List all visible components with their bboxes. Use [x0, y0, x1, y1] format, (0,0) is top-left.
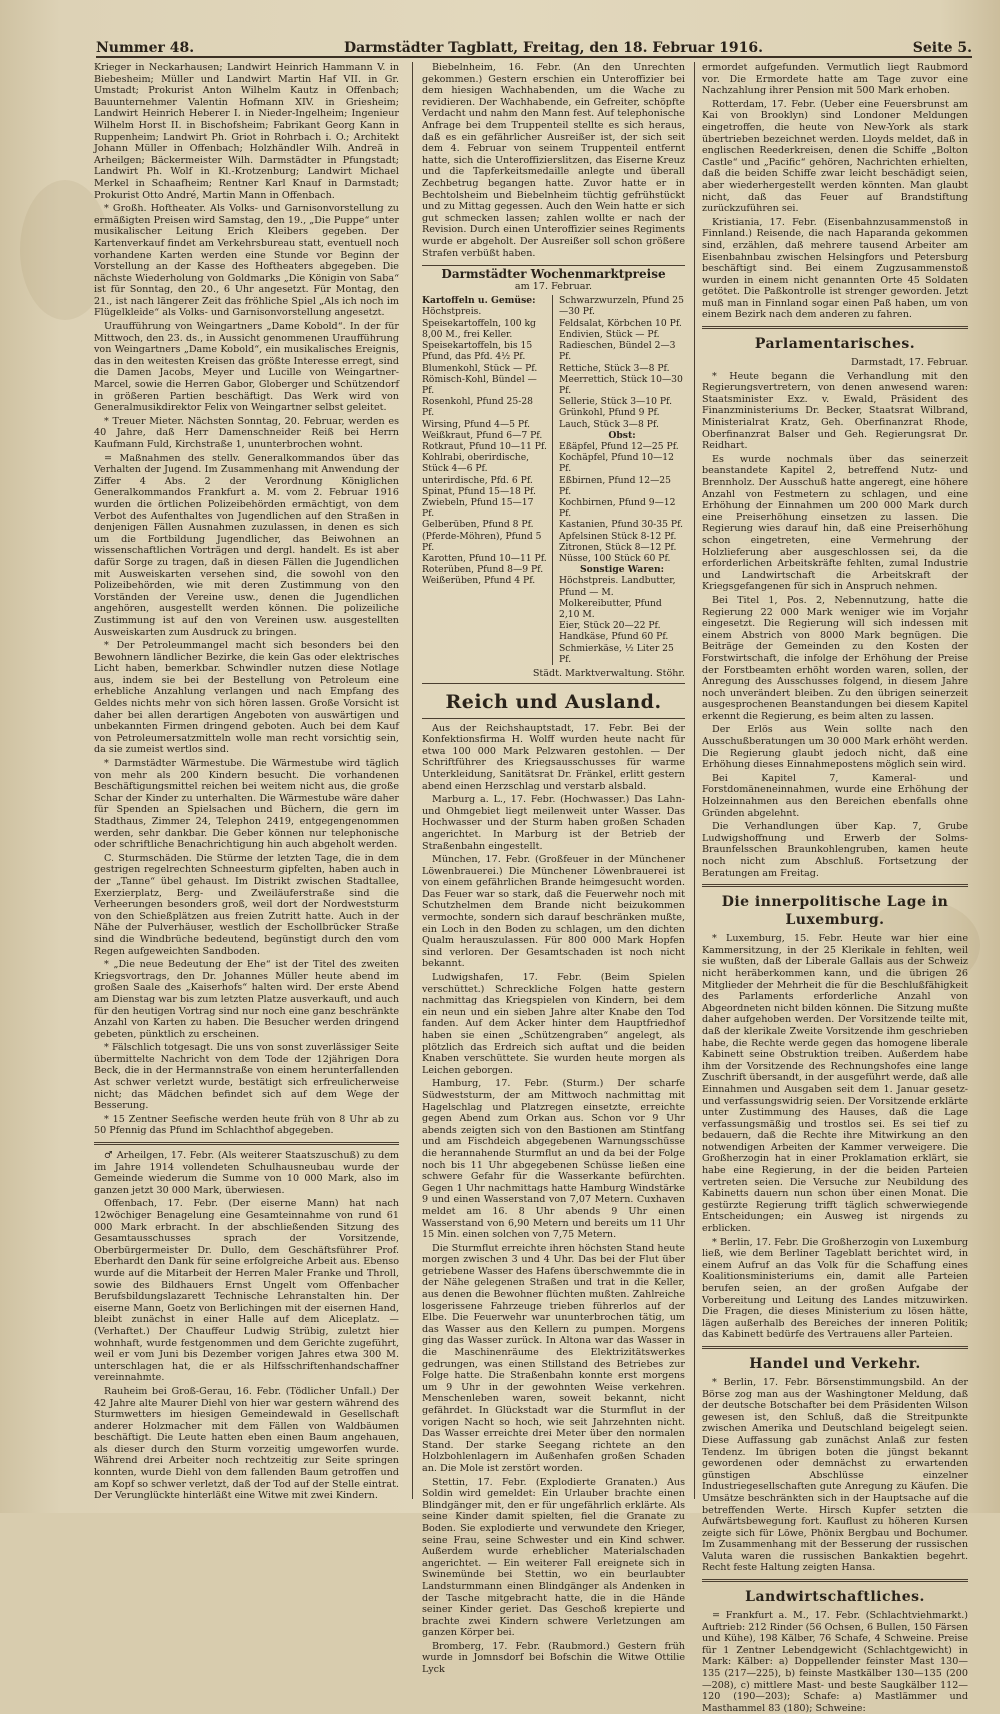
market-item: Kartoffeln u. Gemüse:	[422, 295, 536, 307]
market-item: Zitronen, Stück 8—12 Pf.	[559, 541, 677, 553]
section-divider	[702, 884, 968, 887]
market-item: Eier, Stück 20—22 Pf.	[559, 620, 661, 632]
article-paragraph: Die Verhandlungen über Kap. 7, Grube Ludwigshoffnung und Erwerb der Solms-Braunfelsschen Braunkohlengruben, kamen heute noch nicht zum Abschluß. Fortsetzung der Beratungen am Freitag.	[702, 821, 968, 879]
market-item: unterirdische, Pfd. 6 Pf.	[422, 474, 533, 486]
market-footer: Städt. Marktverwaltung. Stöhr.	[532, 667, 685, 679]
market-item: Höchstpreis. Landbutter, Pfund — M.	[559, 575, 676, 598]
market-item: Apfelsinen Stück 8-12 Pf.	[559, 530, 677, 542]
market-item: Weißkraut, Pfund 6—7 Pf.	[422, 429, 543, 441]
market-item: Spinat, Pfund 15—18 Pf.	[422, 485, 536, 497]
article-paragraph: * 15 Zentner Seefische werden heute früh von 8 Uhr ab zu 50 Pfennig das Pfund im Schlachthof abgegeben.	[94, 1113, 399, 1137]
market-item: Nüsse, 100 Stück 60 Pf.	[559, 552, 671, 564]
article-paragraph: Die Sturmflut erreichte ihren höchsten Stand heute morgen zwischen 3 und 4 Uhr. Das bei der Flut über getriebene Wasser des Hafens überschwemmte die in der Nähe gelegenen Straßen und trat in die Keller, aus denen die Bewohner flüchten mußten. Zahlreiche losgerissene Fahrzeuge trieben führerlos auf der Elbe. Die Feuerwehr war ununterbrochen tätig, um das Wasser aus den Kellern zu pumpen. Morgens ging das Wasser zurück. In Altona war das Wasser in die Maschinenräume des Elektrizitätswerkes gedrungen, was einen Stillstand des Betriebes zur Folge hatte. Die Straßenbahn konnte erst morgens um 9 Uhr in der gewohnten Weise verkehren. Menschenleben waren, soweit bekannt, nicht gefährdet. In Glückstadt war die Sturmflut in der vorigen Nacht so hoch, wie seit Jahrzehnten nicht. Das Wasser erreichte drei Meter über den normalen Stand. Der starke Seegang richtete an den Holzbohlenlagern im Außenhafen großen Schaden an. Die Mole ist zerstört worden.	[422, 1242, 685, 1474]
market-item: Wirsing, Pfund 4—5 Pf.	[422, 418, 531, 430]
article-paragraph: * Treuer Mieter. Nächsten Sonntag, 20. Februar, werden es 40 Jahre, daß Herr Damenschneider Reiß bei Herrn Kaufmann Fuld, Kirchstraße 1, ununterbrochen wohnt.	[94, 415, 399, 450]
article-paragraph: * „Die neue Bedeutung der Ehe“ ist der Titel des zweiten Kriegsvortrags, den Dr. Johannes Müller heute abend im großen Saale des „Kaiserhofs“ halten wird. Der erste Abend am Dienstag war bis zum letzten Platze ausverkauft, und auch für den heutigen Vortrag sind nur noch eine ganz beschränkte Anzahl von Karten zu haben. Die Besucher werden dringend gebeten, pünktlich zu erscheinen.	[94, 959, 399, 1040]
article-paragraph: * Fälschlich totgesagt. Die uns von sonst zuverlässiger Seite übermittelte Nachricht von dem Tode der 12jährigen Dora Beck, die in der Hermannstraße von einem herunterfallenden Ast schwer verletzt wurde, bestätigt sich erfreulicherweise nicht; das Mädchen befindet sich auf dem Wege der Besserung.	[94, 1042, 399, 1112]
page-number: Seite 5.	[912, 40, 972, 56]
article-paragraph: Rauheim bei Groß-Gerau, 16. Febr. (Tödlicher Unfall.) Der 42 Jahre alte Maurer Diehl von hier war gestern während des Sturmwetters im hiesigen Gemeindewald in Gesellschaft anderer Holzmacher mit dem Fällen von Waldbäumen beschäftigt. Die Leute hatten eben einen Baum angehauen, als dieser durch den Sturm vorzeitig umgeworfen wurde. Während drei Arbeiter noch rechtzeitig zur Seite springen konnten, wurde Diehl von dem fallenden Baum getroffen und am Kopf so schwer verletzt, daß der Tod auf der Stelle eintrat. Der Verunglückte hinterläßt eine Witwe mit zwei Kindern.	[94, 1385, 399, 1502]
section-divider	[702, 1579, 968, 1582]
article-paragraph: * Der Petroleummangel macht sich besonders bei den Bewohnern ländlicher Bezirke, die kein Gas oder elektrisches Licht haben, bemerkbar. Schwindler nutzen diese Notlage aus, indem sie bei der Bestellung von Petroleum eine erhebliche Anzahlung verlangen und nach Empfang des Geldes nichts mehr von sich hören lassen. Große Vorsicht ist daher bei allen derartigen Angeboten von auswärtigen und unbekannten Firmen dringend geboten. Auch bei dem Kauf von Petroleumersatzmitteln wolle man recht vorsichtig sein, da sie zumeist wertlos sind.	[94, 640, 399, 756]
market-item: Radieschen, Bündel 2—3 Pf.	[559, 340, 676, 363]
market-item: Molkereibutter, Pfund 2,10 M.	[559, 597, 662, 620]
market-item: Endivien, Stück — Pf.	[559, 328, 660, 340]
article-paragraph: * Darmstädter Wärmestube. Die Wärmestube wird täglich von mehr als 200 Kindern besucht. Die vorhandenen Beschäftigungsmittel reichen bei weitem nicht aus, die große Schar der Kinder zu unterhalten. Die Wärmestube wäre daher für Spenden an Spielsachen und Büchern, die gern im Stadthaus, Zimmer 24, Telephon 2419, entgegengenommen werden, sehr dankbar. Die Geber können nur telephonische oder schriftliche Benachrichtigung hin auch abgeholt werden.	[94, 758, 399, 851]
column-rule	[694, 62, 695, 1499]
market-item: Rettiche, Stück 3—8 Pf.	[559, 362, 670, 374]
market-item: Handkäse, Pfund 60 Pf.	[559, 631, 669, 643]
market-subheading: Obst:	[608, 429, 636, 441]
market-item: Karotten, Pfund 10—11 Pf.	[422, 552, 547, 564]
section-divider	[422, 718, 685, 719]
article-paragraph: Hamburg, 17. Febr. (Sturm.) Der scharfe Südweststurm, der am Mittwoch nachmittag mit Hagelschlag und Platzregen einsetzte, erreichte gegen Abend zum Orkan aus. Schon vor 9 Uhr abends zeigten sich von den Bastionen am Stintfang und am Fischdeich abgegebenen Warnungsschüsse die herannahende Sturmflut an und da bei der Folge noch bis 11 Uhr abgegebenen Schüsse ließen eine schwere Gefahr für die Wasserkante befürchten. Gegen 1 Uhr nachmittags hatte Hamburg Windstärke 9 und einen Wasserstand von 7,07 Metern. Cuxhaven meldet am 16. 8 Uhr abends 9 Uhr einen Wasserstand von 6,90 Metern und bereits um 11 Uhr 15 Min. einen solchen von 7,75 Metern.	[422, 1078, 685, 1241]
market-item: Römisch-Kohl, Bündel — Pf.	[422, 373, 537, 396]
column-3	[702, 62, 968, 1714]
article-paragraph: Kristiania, 17. Febr. (Eisenbahnzusammenstoß in Finnland.) Reisende, die nach Haparanda gekommen sind, erzählen, daß mehrere tausend Arbeiter am Eisenbahnbau zwischen Helsingfors und Petersburg beschäftigt sind. Bei einem Zugzusammenstoß wurden in einem nicht genannten Orte 45 Soldaten getötet. Die Paßkontrolle ist strenger geworden. Jetzt muß man in Finnland sogar einen Paß haben, um von einem Bezirk nach dem anderen zu fahren.	[702, 216, 968, 321]
issue-number: Nummer 48.	[96, 40, 195, 56]
column-1	[94, 62, 399, 1502]
market-item: Feldsalat, Körbchen 10 Pf.	[559, 317, 682, 329]
article-paragraph: * Berlin, 17. Febr. Die Großherzogin von Luxemburg ließ, wie dem Berliner Tageblatt berichtet wird, in einem Aufruf an das Volk für die Schaffung eines Koalitionsministeriums ein, damit alle Parteien berufen seien, an der großen Aufgabe der Vorbereitung und Leitung des Landes mitzuwirken. Die Fragen, die dieses Ministerium zu lösen hätte, lägen außerhalb des Bereiches der inneren Politik; das Kabinett bedürfe des Vertrauens aller Parteien.	[702, 1236, 968, 1341]
market-item: Schmierkäse, ½ Liter 25 Pf.	[559, 642, 674, 665]
article-paragraph: Uraufführung von Weingartners „Dame Kobold“. In der für Mittwoch, den 23. ds., in Aussicht genommenen Uraufführung von Weingartners „Dame Kobold“, ein musikalisches Ereignis, das in den weitesten Kreisen das größte Interesse erregt, sind die Damen Jacobs, Meyer und Lucille von Weingartner-Marcel, sowie die Herren Gabor, Globerger und Schützendorf in größeren Partien beschäftigt. Das Werk wird von Generalmusikdirektor Felix von Weingartner selbst geleitet.	[94, 321, 399, 414]
market-item: (Pferde-Möhren), Pfund 5 Pf.	[422, 530, 542, 553]
article-paragraph: Bei Kapitel 7, Kameral- und Forstdomäneneinnahmen, wurde eine Erhöhung der Holzeinnahmen aus den Bereichen ebenfalls ohne Gründen abgelehnt.	[702, 772, 968, 819]
article-paragraph: * Berlin, 17. Febr. Börsenstimmungsbild. An der Börse zog man aus der Washingtoner Meldung, daß der deutsche Botschafter bei dem Präsidenten Wilson gewesen ist, den Schluß, daß die Streitpunkte zwischen Amerika und Deutschland beigelegt seien. Diese Auffassung gab zunächst Anlaß zur festen Tendenz. Im übrigen boten die jüngst bekannt gewordenen oder demnächst zu erwartenden günstigen Abschlüsse einzelner Industriegesellschaften gute Anregung zu Käufen. Die Umsätze beschränkten sich in der Hauptsache auf die betreffenden Werte. Hirsch Kupfer setzten die Aufwärtsbewegung fort. Kauflust zu höheren Kursen zeigte sich für Löwe, Phönix Bergbau und Bochumer. Im Zusammenhang mit der Besserung der russischen Valuta waren die russischen Bankaktien begehrt. Recht feste Haltung zeigten Hansa.	[702, 1376, 968, 1574]
market-subheading: Sonstige Waren:	[579, 564, 665, 576]
market-item: Rosenkohl, Pfund 25-28 Pf.	[422, 396, 534, 419]
market-item: Sellerie, Stück 3—10 Pf.	[559, 396, 673, 408]
article-paragraph: Der Erlös aus Wein sollte nach den Ausschußberatungen um 30 000 Mark erhöht werden. Die Regierung glaubt jedoch nicht, daß eine Erhöhung dieses Einnahmepostens möglich sein wird.	[702, 724, 968, 771]
article-paragraph: ermordet aufgefunden. Vermutlich liegt Raubmord vor. Die Ermordete hatte am Tage zuvor eine Nachzahlung ihrer Pension mit 500 Mark erhoben.	[702, 62, 968, 97]
article-paragraph: = Frankfurt a. M., 17. Febr. (Schlachtviehmarkt.) Auftrieb: 212 Rinder (56 Ochsen, 6 Bullen, 150 Färsen und Kühe), 198 Kälber, 76 Schafe, 4 Schweine. Preise für 1 Zentner Lebendgewicht (Schlachtgewicht) in Mark: Kälber: a) Doppellender feinster Mast 130—135 (217—225), b) feinste Mastkälber 130—135 (200—208), c) mittlere Mast- und beste Saugkälber 112—120 (190—203); Schafe: a) Mastlämmer und Masthammel 83 (180); Schweine:	[702, 1610, 968, 1714]
market-item: Gelberüben, Pfund 8 Pf.	[422, 519, 534, 531]
section-title-luxemburg: Die innerpolitische Lage in Luxemburg.	[721, 894, 949, 929]
market-item: Zwiebeln, Pfund 15—17 Pf.	[422, 496, 534, 520]
market-item: Rotkraut, Pfund 10—11 Pf.	[422, 440, 547, 452]
market-item: Kohlrabi, oberirdische, Stück 4—6 Pf.	[422, 452, 530, 475]
market-item: Speisekartoffeln, bis 15 Pfund, das Pfd. 4½ Pf.	[422, 340, 533, 363]
article-paragraph: Bei Titel 1, Pos. 2, Nebennutzung, hatte die Regierung 22 000 Mark weniger wie im Vorjahr eingesetzt. Die Regierung will sich indessen mit einem Abstrich von 8000 Mark begnügen. Die Beiträge der Gemeinden zu den Kosten der Forstwirtschaft, die infolge der Erhöhung der Preise der Forstbeamten erhöht worden waren, sollen, der Anregung des Ausschusses folgend, in diesem Jahre noch unverändert bleiben. Zu den übrigen seinerzeit ausgesprochenen Beanstandungen bei diesem Kapitel erkennt die Regierung, es beim alten zu lassen.	[702, 594, 968, 722]
article-paragraph: Rotterdam, 17. Febr. (Ueber eine Feuersbrunst am Kai von Brooklyn) sind Londoner Meldungen eingetroffen, die heute von New-York als stark übertrieben bezeichnet werden. Lloyds meldet, daß in englischen Reederkreisen, denen die Schiffe „Bolton Castle“ und „Pacific“ gehören, Nachrichten erhielten, daß die beiden Schiffe zwar leicht beschädigt seien, aber wiederhergestellt werden könnten. Man glaubt nicht, daß das Feuer auf Brandstiftung zurückzuführen sei.	[702, 98, 968, 215]
article-paragraph: Es wurde nochmals über das seinerzeit beanstandete Kapitel 2, betreffend Nutz- und Brennholz. Der Ausschuß hatte angeregt, eine höhere Anzahl von Festmetern zu schlagen, und eine Erhöhung der Einnahmen um 200 000 Mark durch eine Preiserhöhung einsetzen zu lassen. Die Regierung wies darauf hin, daß eine Preiserhöhung schon eingetreten, eine Vermehrung der Holzlieferung aber ausgeschlossen sei, da die erforderlichen Arbeitskräfte fehlten, zumal Industrie und Landwirtschaft die Arbeitskraft der Kriegsgefangenen für sich in Anspruch nehmen.	[702, 453, 968, 593]
article-paragraph: * Großh. Hoftheater. Als Volks- und Garnisonvorstellung zu ermäßigten Preisen wird Samstag, den 19., „Die Puppe“ unter musikalischer Leitung Erich Kleibers gegeben. Der Kartenverkauf findet am Verkehrsbureau statt, eventuell noch vorhandene Karten werden eine Stunde vor Beginn der Vorstellung an der Kasse des Hoftheaters abgegeben. Die nächste Wiederholung von Goldmarks „Die Königin von Saba“ ist für Sonntag, den 20., 6 Uhr angesetzt. Für Montag, den 21., ist nach längerer Zeit das fröhliche Spiel „Als ich noch im Flügelkleide“ als Volks- und Garnisonvorstellung angesetzt.	[94, 203, 399, 319]
section-title-reich: Reich und Ausland.	[445, 690, 662, 713]
section-title-landwirtschaft: Landwirtschaftliches.	[745, 1589, 925, 1606]
article-paragraph: Biebelnheim, 16. Febr. (An den Unrechten gekommen.) Gestern erschien ein Unteroffizier bei dem hiesigen Wachhabenden, um die Wache zu revidieren. Der Wachhabende, ein Gefreiter, schöpfte Verdacht und nahm den Mann fest. Auf telephonische Anfrage bei dem Truppenteil stellte es sich heraus, daß es ein gefährlicher Ausreißer ist, der sich seit dem 4. Februar von seinem Truppenteil entfernt hatte, sich die Unteroffizierslitzen, das Eiserne Kreuz und die Tapferkeitsmedaille anlegte und überall Zechbetrug begangen hatte. Zuvor hatte er in Bechtolsheim und Biebelnheim tüchtig gefrühstückt und zu Mittag gegessen. Auch den Wein hatte er sich gut schmecken lassen; zahlen wollte er nach der Revision. Durch einen Unteroffizier seines Regiments wurde er abgeholt. Der Ausreißer soll schon größere Strafen verbüßt haben.	[422, 62, 685, 259]
article-paragraph: * Heute begann die Verhandlung mit den Regierungsvertretern, von denen anwesend waren: Staatsminister Exz. v. Ewald, Präsident des Finanzministeriums Dr. Becker, Staatsrat Wilbrand, Ministerialrat Kratz, Geh. Oberfinanzrat Rhode, Oberfinanzrat Balser und Geh. Regierungsrat Dr. Reidhart.	[702, 370, 968, 452]
article-paragraph: Marburg a. L., 17. Febr. (Hochwasser.) Das Lahn- und Ohmgebiet liegt meilenweit unter Wasser. Das Hochwasser und der Sturm haben großen Schaden angerichtet. In Marburg ist der Betrieb der Straßenbahn eingestellt.	[422, 794, 685, 852]
market-item: Weißerüben, Pfund 4 Pf.	[422, 575, 536, 587]
market-prices-box	[422, 265, 685, 683]
market-item: Höchstpreis. Speisekartoffeln, 100 kg 8,00 M., frei Keller.	[422, 306, 536, 340]
market-item: Lauch, Stück 3—8 Pf.	[559, 418, 659, 430]
section-divider	[702, 1346, 968, 1349]
article-paragraph: Offenbach, 17. Febr. (Der eiserne Mann) hat nach 12wöchiger Benagelung eine Gesamteinnahme von rund 61 000 Mark erbracht. In der abschließenden Sitzung des Gesamtausschusses sprach der Vorsitzende, Oberbürgermeister Dr. Dullo, dem Geschäftsführer Prof. Eberhardt den Dank für seine erfolgreiche Arbeit aus. Ebenso wurde auf die Mitarbeit der Herren Maler Franke und Throll, sowie des Bildhauers Ernst Ungelt vom Offenbacher Berufsbildungslazarett Technische Lehranstalten hin. Der eiserne Mann, Goetz von Berlichingen mit der eisernen Hand, bleibt zunächst in einer Halle auf dem Aliceplatz. — (Verhaftet.) Der Chauffeur Ludwig Strübig, zuletzt hier wohnhaft, wurde festgenommen und dem Gerichte zugeführt, weil er vom Juni bis Dezember vorigen Jahres etwa 300 M. unterschlagen hat, die er als Hilfsschriftenhandschaffner vereinnahmte.	[94, 1198, 399, 1384]
market-item: Roterüben, Pfund 8—9 Pf.	[422, 564, 544, 576]
column-rule	[412, 62, 413, 1499]
section-title-parlament: Parlamentarisches.	[754, 336, 916, 353]
article-paragraph: ♂ Arheilgen, 17. Febr. (Als weiterer Staatszuschuß) zu dem im Jahre 1914 vollendeten Schulhausneubau wurde der Gemeinde wiederum die Summe von 10 000 Mark, also im ganzen jetzt 30 000 Mark, überwiesen.	[94, 1150, 399, 1196]
market-title: Darmstädter Wochenmarktpreise	[441, 267, 666, 282]
market-item: Eßbirnen, Pfund 12—25 Pf.	[559, 474, 671, 497]
article-paragraph: Krieger in Neckarhausen; Landwirt Heinrich Hammann V. in Biebesheim; Müller und Landwirt Martin Haf VII. in Gr. Umstadt; Prokurist Anton Wilhelm Kautz in Offenbach; Bauunternehmer Valentin Hofmann XIV. in Griesheim; Landwirt Heinrich Heberer I. in Nieder-Ingelheim; Ingenieur Wilhelm Horst II. in Bischofsheim; Fabrikant Georg Kann in Ruppenheim; Landwirt Ph. Griot in Rohrbach i. O.; Architekt Johann Müller in Offenbach; Holzhändler Wilh. Andreä in Arheilgen; Bäckermeister Wilh. Darmstädter in Pfungstadt; Landwirt Ph. Wolf in Kl.-Krotzenburg; Landwirt Michael Merkel in Schaafheim; Rentner Karl Knauf in Darmstadt; Prokurist Otto André, Martin Mann in Offenbach.	[94, 62, 399, 201]
article-paragraph: Aus der Reichshauptstadt, 17. Febr. Bei der Konfektionsfirma H. Wolff wurden heute nacht für etwa 100 000 Mark Pelzwaren gestohlen. — Der Schriftführer des Kriegsausschusses für warme Unterkleidung, Sanitätsrat Dr. Fränkel, erlitt gestern abend einen Herzschlag und verstarb alsbald.	[422, 722, 685, 792]
article-paragraph: Ludwigshafen, 17. Febr. (Beim Spielen verschüttet.) Schreckliche Folgen hatte gestern nachmittag das Kriegspielen von Kindern, bei dem ein neun und ein sieben Jahre alter Knabe den Tod fanden. Auf dem Acker hinter dem Hauptfriedhof haben sie einen „Schützengraben“ angelegt, als plötzlich das Erdreich sich auftat und die beiden Knaben verschüttete. Sie wurden heute morgen als Leichen geborgen.	[422, 972, 685, 1076]
masthead-date: Darmstädter Tagblatt, Freitag, den 18. Februar 1916.	[343, 40, 763, 56]
market-item: Blumenkohl, Stück — Pf.	[422, 362, 538, 374]
section-divider	[94, 1142, 399, 1145]
page-header	[96, 30, 972, 58]
market-item: Kochbirnen, Pfund 9—12 Pf.	[559, 496, 676, 520]
dateline: Darmstadt, 17. Februar.	[850, 357, 968, 369]
article-paragraph: * Luxemburg, 15. Febr. Heute war hier eine Kammersitzung, in der 25 Klerikale in fehlten, weil sie wußten, daß der Liberale Gallais aus der Schweiz nicht heräberkommen kann, und die übrigen 26 Mitglieder der Mehrheit die für die Beschlußfähigkeit des Parlaments erforderliche Anzahl von Abgeordneten nicht bilden können. Die Sitzung mußte daher aufgehoben werden. Der Vorsitzende teilte mit, daß der klerikale Zweite Vorsitzende ihm geschrieben habe, die Rechte werde gegen das homogene liberale Kabinett seine Obstruktion treiben. Außerdem habe ihm der Vorsitzende des Rechnungshofes eine lange Zuschrift übersandt, in der ausgeführt werde, daß alle Einnahmen und Ausgaben seit dem 1. Januar gesetz- und verfassungswidrig seien. Der Vorsitzende erklärte unter Zustimmung des Hauses, daß die Lage verfassungsmäßig und trostlos sei. Es sei tief zu bedauern, daß die Rechte ihre Mitwirkung an den notwendigen Arbeiten der Kammer verweigere. Die Großherzogin hat in einer Proklamation erklärt, sie habe eine Regierung, in der die beiden Parteien vertreten seien. Die Versuche zur Neubildung des Kabinetts dauern nun schon über einen Monat. Die gestürzte Regierung trifft täglich schwerwiegende Entscheidungen; ein Ausweg ist nirgends zu erblicken.	[702, 933, 968, 1235]
article-paragraph: Bromberg, 17. Febr. (Raubmord.) Gestern früh wurde in Jomnsdorf bei Bofschin die Witwe Ottilie Lyck	[422, 1640, 685, 1676]
market-item: Kastanien, Pfund 30-35 Pf.	[559, 519, 684, 531]
market-item: Schwarzwurzeln, Pfund 25—30 Pf.	[559, 295, 684, 318]
market-item: Meerrettich, Stück 10—30 Pf.	[559, 373, 683, 396]
column-2	[422, 62, 685, 1676]
section-title-handel: Handel und Verkehr.	[749, 1355, 921, 1372]
market-list-right	[559, 295, 685, 665]
article-paragraph: München, 17. Febr. (Großfeuer in der Münchener Löwenbrauerei.) Die Münchener Löwenbrauerei ist von einem gefährlichen Brande heimgesucht worden. Das Feuer war so stark, daß die Feuerwehr noch mit Schutzhelmen dem Brande nicht beizukommen vermochte, sondern sich darauf beschränken mußte, ein Loch in den Boden zu schlagen, um den dichten Qualm herauszulassen. Für 800 000 Mark Hopfen sind verloren. Der Gesamtschaden ist noch nicht bekannt.	[422, 854, 685, 970]
market-item: Grünkohl, Pfund 9 Pf.	[559, 407, 660, 419]
market-date: am 17. Februar.	[514, 280, 593, 292]
article-paragraph: Stettin, 17. Febr. (Explodierte Granaten.) Aus Soldin wird gemeldet: Ein Urlauber brachte einen Blindgänger mit, den er für ungefährlich erklärte. Als seine Kinder damit spielten, fiel die Granate zu Boden. Sie explodierte und verwundete den Krieger, seine Frau, seine Schwester und ein Kind schwer. Außerdem wurde erheblicher Materialschaden angerichtet. — Ein weiterer Fall ereignete sich in Swinemünde bei Stettin, wo ein beurlaubter Landsturmmann einen Blindgänger als Andenken in der Tasche mitgebracht hatte, die in die Hände seiner Kinder geriet. Das Geschoß krepierte und brachte zwei Kindern schwere Verletzungen am ganzen Körper bei.	[422, 1476, 685, 1639]
market-list-left	[422, 295, 553, 665]
article-paragraph: = Maßnahmen des stellv. Generalkommandos über das Verhalten der Jugend. Im Zusammenhang mit Anwendung der Ziffer 4 Abs. 2 der Verordnung Königlichen Generalkommandos Frankfurt a. M. vom 2. Februar 1916 wurden die örtlichen Polizeibehörden ermächtigt, von dem Verbot des Aufenthaltes von Jugendlichen auf den Straßen in denjenigen Fällen Ausnahmen zuzulassen, in denen es sich um die Fortbildung Jugendlicher, das Beiwohnen an wissenschaftlichen Vorträgen und dergl. handelt. Es ist aber dafür Sorge zu tragen, daß in diesen Fällen die Jugendlichen mit Ausweiskarten versehen sind, die sowohl von den Polizeibehörden, wie mit deren Zustimmung von den Vorständen der Vereine usw., denen die Jugendlichen angehören, ausgestellt werden können. Die polizeiliche Zustimmung ist auf den von Vereinen usw. ausgestellten Ausweiskarten zum Ausdruck zu bringen.	[94, 452, 399, 638]
market-item: Kochäpfel, Pfund 10—12 Pf.	[559, 452, 674, 475]
article-paragraph: C. Sturmschäden. Die Stürme der letzten Tage, die in dem gestrigen regelrechten Schneesturm gipfelten, haben auch in der „Tanne“ übel gehaust. Im Distrikt zwischen Stadtallee, Exerzierplatz, Berg- und Zweiläuferstraße sind die Verheerungen besonders groß, weil dort der Nordweststurm von den Schießplätzen aus freien Zutritt hatte. Auch in der Nähe der Pulverhäuser, westlich der Eschollbrücker Straße sind die Windbrüche bedeutend, begünstigt durch den vom Regen aufgeweichten Sandboden.	[94, 852, 399, 957]
section-divider	[702, 326, 968, 329]
market-item: Eßäpfel, Pfund 12—25 Pf.	[559, 440, 679, 452]
